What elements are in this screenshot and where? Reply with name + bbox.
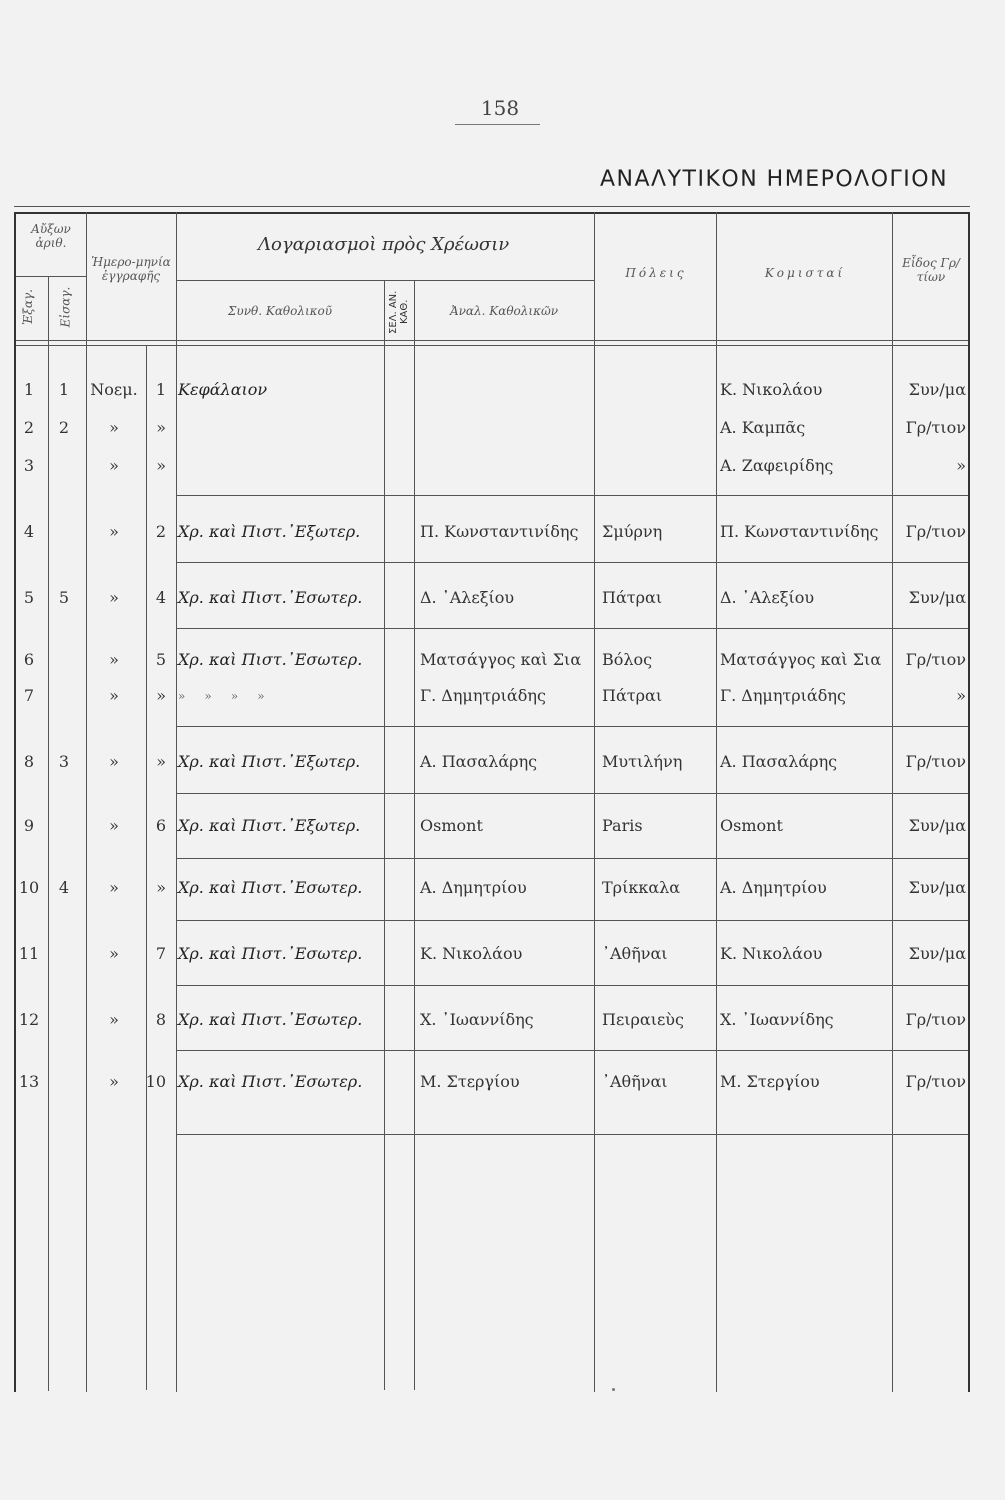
cell-agent: Χ. ᾿Ιωαννίδης (720, 1010, 834, 1029)
row-separator (176, 495, 968, 496)
cell-day: » (156, 878, 166, 897)
cell-city: Πειραιεὺς (602, 1010, 684, 1029)
col-divider-day (146, 345, 147, 1390)
table-right-border (968, 212, 970, 1392)
table-top-rule (14, 206, 970, 207)
header-cities: Πόλεις (625, 266, 687, 280)
cell-agent: Κ. Νικολάου (720, 380, 823, 399)
header-bottom-rule (14, 340, 970, 341)
cell-account: Χρ. καὶ Πιστ.᾿Εσωτερ. (178, 1010, 363, 1029)
cell-day: 2 (155, 522, 166, 541)
cell-analytical: Α. Πασαλάρης (420, 752, 538, 771)
cell-day: 7 (155, 944, 166, 963)
row-separator (176, 562, 968, 563)
cell-serial-in: 1 (58, 380, 70, 399)
cell-type: Συν/μα (908, 944, 966, 963)
cell-month: » (109, 752, 119, 771)
page-number-rule (455, 124, 540, 125)
cell-type: Συν/μα (908, 878, 966, 897)
accounts-subheader-rule (176, 280, 594, 281)
cell-serial-out: 1 (23, 380, 35, 399)
cell-month: » (109, 878, 119, 897)
cell-type: Γρ/τιον (905, 1010, 966, 1029)
cell-type: » (956, 456, 966, 475)
cell-account: Χρ. καὶ Πιστ.᾿Εσωτερ. (178, 650, 363, 669)
col-divider-general (384, 280, 385, 1390)
header-date: Ἡμερο-μηνία ἐγγραφῆς (91, 255, 171, 283)
cell-serial-in: 3 (58, 752, 70, 771)
cell-month: » (109, 650, 119, 669)
cell-serial-out: 11 (18, 944, 40, 963)
row-separator (176, 985, 968, 986)
header-serial: Αὔξων ἀριθ. (31, 222, 71, 250)
cell-analytical: Α. Δημητρίου (420, 878, 527, 897)
cell-analytical: Γ. Δημητριάδης (420, 686, 546, 705)
row-separator (176, 858, 968, 859)
serial-subheader-rule (14, 276, 86, 277)
header-agents: Κομισταί (764, 266, 846, 280)
cell-city: Πάτραι (602, 686, 663, 705)
cell-analytical: Osmont (420, 816, 483, 835)
cell-serial-out: 4 (23, 522, 35, 541)
cell-analytical: Χ. ᾿Ιωαννίδης (420, 1010, 534, 1029)
cell-serial-out: 12 (18, 1010, 40, 1029)
cell-day: 6 (155, 816, 166, 835)
cell-month: » (109, 522, 119, 541)
cell-agent: Α. Δημητρίου (720, 878, 827, 897)
cell-month: » (109, 1010, 119, 1029)
header-accounts: Λογαριασμοὶ πρὸς Χρέωσιν (258, 234, 510, 255)
cell-analytical: Μ. Στεργίου (420, 1072, 520, 1091)
cell-agent: Κ. Νικολάου (720, 944, 823, 963)
cell-type: Συν/μα (908, 380, 966, 399)
cell-agent: Μ. Στεργίου (720, 1072, 820, 1091)
cell-agent: Ματσάγγος καὶ Σια (720, 650, 882, 669)
ink-speck (612, 1388, 615, 1391)
cell-account: Χρ. καὶ Πιστ.᾿Εξωτερ. (178, 752, 361, 771)
cell-agent: Π. Κωνσταντινίδης (720, 522, 879, 541)
row-separator (176, 628, 968, 629)
cell-day: 10 (145, 1072, 166, 1091)
cell-type: Γρ/τιον (905, 418, 966, 437)
col-divider-analytical (594, 212, 595, 1392)
col-divider-cities (716, 212, 717, 1392)
cell-month: » (109, 944, 119, 963)
cell-day: 5 (155, 650, 166, 669)
cell-analytical: Κ. Νικολάου (420, 944, 523, 963)
page-number: 158 (480, 96, 520, 120)
cell-analytical: Δ. ᾿Αλεξίου (420, 588, 515, 607)
cell-type: Γρ/τιον (905, 1072, 966, 1091)
header-analytical-ledger: Ἀναλ. Καθολικῶν (449, 304, 559, 318)
cell-type: Γρ/τιον (905, 650, 966, 669)
header-general-ledger: Συνθ. Καθολικοῦ (227, 304, 333, 318)
col-divider-date (86, 212, 87, 1392)
cell-city: Σμύρνη (602, 522, 663, 541)
cell-month: » (109, 1072, 119, 1091)
cell-account: » » » » (178, 689, 265, 703)
header-serial-out: Ἐξαγ. (20, 289, 35, 325)
cell-agent: Α. Πασαλάρης (720, 752, 838, 771)
cell-month: » (109, 588, 119, 607)
cell-serial-out: 8 (23, 752, 35, 771)
cell-day: » (156, 418, 166, 437)
cell-day: 8 (155, 1010, 166, 1029)
cell-serial-out: 13 (18, 1072, 40, 1091)
cell-city: ᾿Αθῆναι (602, 1072, 668, 1091)
cell-serial-out: 6 (23, 650, 35, 669)
header-type: Εἶδος Γρ/τίων (902, 256, 960, 284)
cell-account: Χρ. καὶ Πιστ.᾿Εσωτερ. (178, 588, 363, 607)
cell-serial-out: 9 (23, 816, 35, 835)
cell-day: 1 (155, 380, 166, 399)
col-divider-serial (48, 276, 49, 1391)
cell-city: Τρίκκαλα (602, 878, 681, 897)
cell-account: Κεφάλαιον (178, 380, 268, 399)
cell-serial-out: 5 (23, 588, 35, 607)
cell-city: Μυτιλήνη (602, 752, 683, 771)
cell-analytical: Π. Κωνσταντινίδης (420, 522, 579, 541)
cell-city: Paris (602, 816, 643, 835)
cell-month: » (109, 816, 119, 835)
col-divider-accounts (176, 212, 177, 1392)
cell-serial-out: 2 (23, 418, 35, 437)
cell-account: Χρ. καὶ Πιστ.᾿Εσωτερ. (178, 878, 363, 897)
row-separator (176, 1134, 968, 1135)
cell-city: Πάτραι (602, 588, 663, 607)
cell-day: » (156, 686, 166, 705)
cell-city: Βόλος (602, 650, 653, 669)
cell-agent: Γ. Δημητριάδης (720, 686, 846, 705)
cell-day: » (156, 456, 166, 475)
page-title: ΑΝΑΛΥΤΙΚΟΝ ΗΜΕΡΟΛΟΓΙΟΝ (600, 167, 949, 192)
cell-serial-in: 5 (58, 588, 70, 607)
cell-account: Χρ. καὶ Πιστ.᾿Εξωτερ. (178, 522, 361, 541)
cell-account: Χρ. καὶ Πιστ.᾿Εσωτερ. (178, 944, 363, 963)
row-separator (176, 920, 968, 921)
cell-day: » (156, 752, 166, 771)
header-serial-in: Εἰσαγ. (58, 286, 73, 328)
col-divider-page (414, 280, 415, 1390)
cell-month: » (109, 418, 119, 437)
cell-account: Χρ. καὶ Πιστ.᾿Εσωτερ. (178, 1072, 363, 1091)
cell-city: ᾿Αθῆναι (602, 944, 668, 963)
table-top-rule-thick (14, 212, 970, 214)
cell-type: » (956, 686, 966, 705)
cell-account: Χρ. καὶ Πιστ.᾿Εξωτερ. (178, 816, 361, 835)
header-page-ref: ΣΕΛ. ΑΝ. ΚΑΘ. (388, 290, 410, 334)
row-separator (176, 1050, 968, 1051)
cell-month: » (109, 686, 119, 705)
cell-agent: Α. Καμπᾶς (720, 418, 806, 437)
row-separator (176, 726, 968, 727)
row-separator (176, 793, 968, 794)
cell-day: 4 (155, 588, 166, 607)
cell-analytical: Ματσάγγος καὶ Σια (420, 650, 582, 669)
cell-serial-out: 7 (23, 686, 35, 705)
cell-serial-in: 2 (58, 418, 70, 437)
cell-agent: Osmont (720, 816, 783, 835)
cell-serial-out: 10 (18, 878, 40, 897)
header-bottom-rule-2 (14, 345, 970, 346)
cell-serial-in: 4 (58, 878, 70, 897)
cell-type: Συν/μα (908, 588, 966, 607)
cell-month: Νοεμ. (90, 380, 138, 399)
cell-type: Συν/μα (908, 816, 966, 835)
cell-serial-out: 3 (23, 456, 35, 475)
cell-type: Γρ/τιον (905, 752, 966, 771)
cell-month: » (109, 456, 119, 475)
cell-type: Γρ/τιον (905, 522, 966, 541)
cell-agent: Δ. ᾿Αλεξίου (720, 588, 815, 607)
cell-agent: Α. Ζαφειρίδης (720, 456, 834, 475)
